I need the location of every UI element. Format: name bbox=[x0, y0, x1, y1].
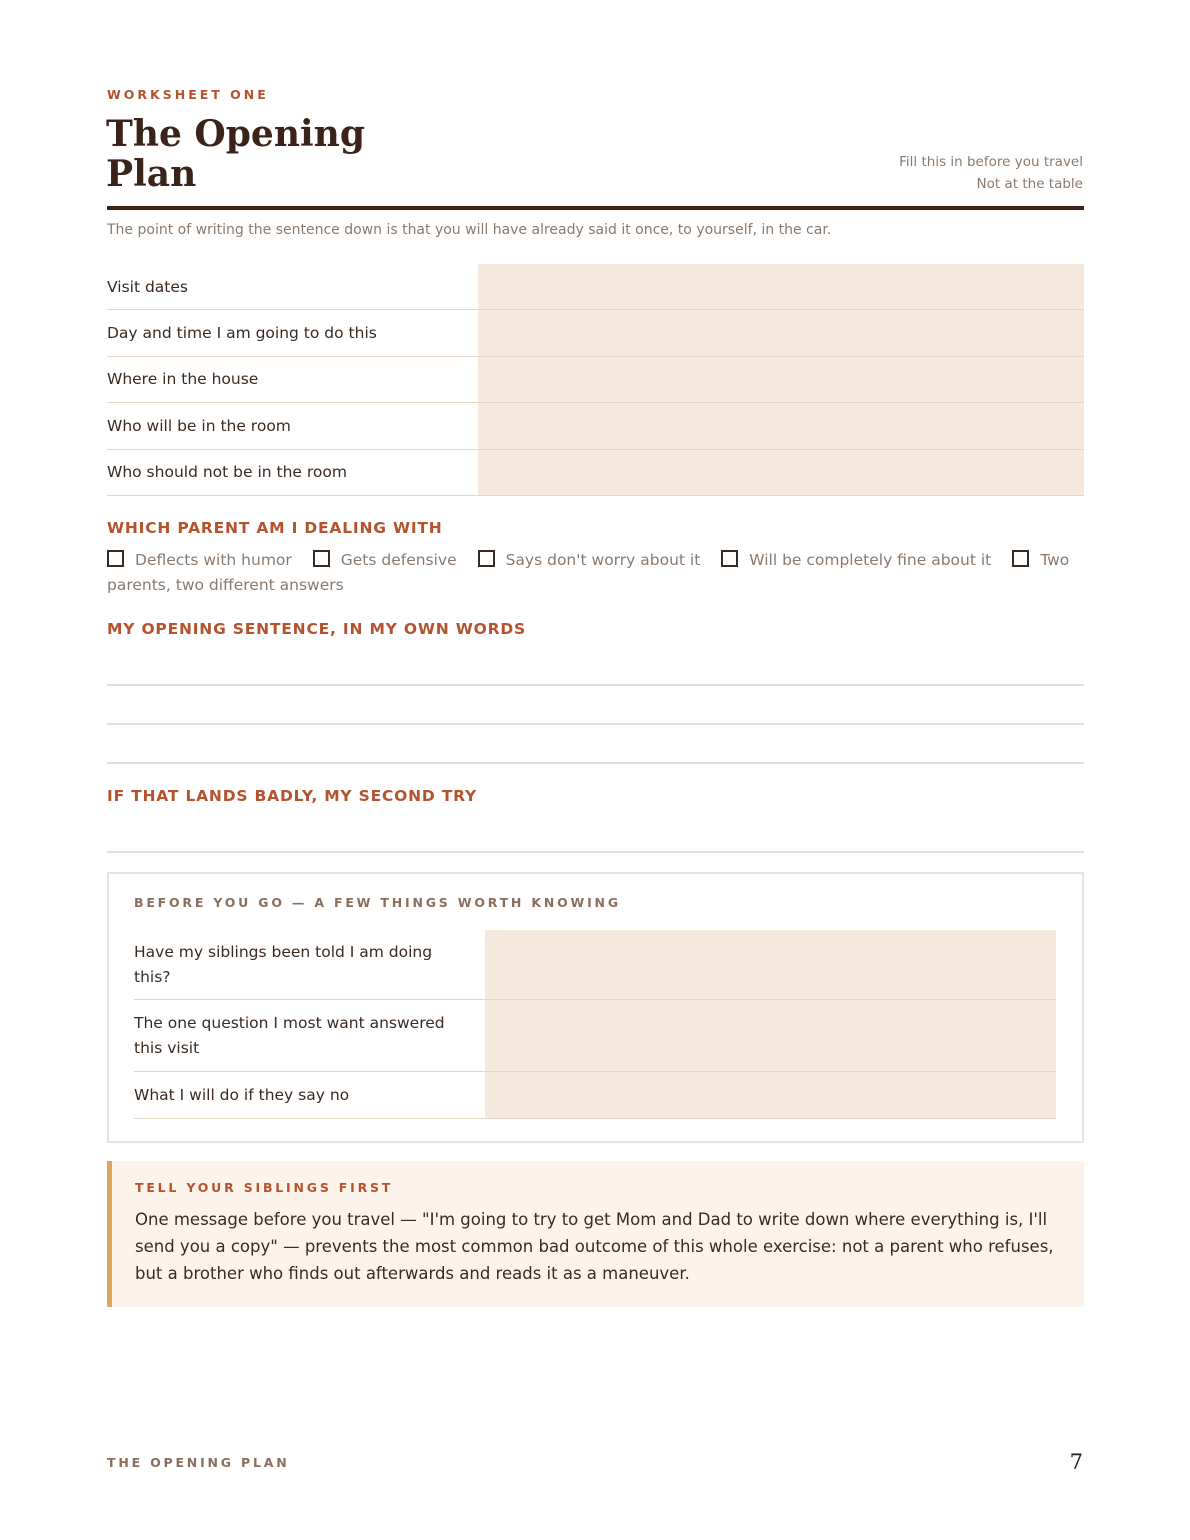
parent-section-heading: WHICH PARENT AM I DEALING WITH bbox=[107, 519, 443, 537]
writing-line[interactable] bbox=[107, 851, 1084, 853]
where-field[interactable] bbox=[478, 357, 1084, 402]
card-row-label: What I will do if they say no bbox=[134, 1085, 350, 1104]
worksheet-eyebrow: WORKSHEET ONE bbox=[107, 87, 269, 102]
visit-form-table bbox=[107, 264, 1084, 496]
writing-line[interactable] bbox=[107, 723, 1084, 725]
who-in-room-field[interactable] bbox=[478, 403, 1084, 448]
parent-checkbox-group bbox=[107, 548, 1084, 598]
siblings-callout bbox=[107, 1161, 1084, 1307]
card-row-label: The one question I most want answered this visit bbox=[134, 1013, 445, 1057]
before-you-go-card bbox=[107, 872, 1084, 1143]
form-row-label: Day and time I am going to do this bbox=[107, 324, 377, 343]
aside-line-2: Not at the table bbox=[976, 176, 1083, 192]
title-rule bbox=[107, 206, 1084, 210]
page-title: The Opening Plan bbox=[106, 113, 366, 195]
form-row bbox=[107, 450, 1084, 496]
footer-label: THE OPENING PLAN bbox=[107, 1455, 290, 1470]
header-aside bbox=[899, 151, 1083, 195]
form-row-label: Visit dates bbox=[107, 277, 188, 296]
form-row bbox=[107, 357, 1084, 403]
day-time-field[interactable] bbox=[478, 310, 1084, 355]
checkbox-label: Deflects with humor bbox=[135, 551, 292, 569]
form-row bbox=[107, 310, 1084, 356]
checkbox-label: Two bbox=[1040, 551, 1070, 569]
if-no-field[interactable] bbox=[485, 1072, 1056, 1118]
aside-line-1: Fill this in before you travel bbox=[899, 154, 1083, 170]
card-title: BEFORE YOU GO — A FEW THINGS WORTH KNOWING bbox=[134, 895, 621, 910]
form-row bbox=[107, 403, 1084, 449]
form-row-label: Who will be in the room bbox=[107, 416, 291, 435]
who-not-in-room-field[interactable] bbox=[478, 450, 1084, 495]
writing-line[interactable] bbox=[107, 762, 1084, 764]
form-row bbox=[107, 264, 1084, 310]
checkbox-label-continued: parents, two different answers bbox=[107, 576, 344, 594]
checkbox-fine[interactable] bbox=[721, 550, 738, 567]
checkbox-two-parents[interactable] bbox=[1012, 550, 1029, 567]
second-try-heading: IF THAT LANDS BADLY, MY SECOND TRY bbox=[107, 787, 478, 805]
card-row bbox=[134, 1000, 1056, 1072]
checkbox-dont-worry[interactable] bbox=[478, 550, 495, 567]
card-table bbox=[134, 930, 1056, 1119]
checkbox-defensive[interactable] bbox=[313, 550, 330, 567]
visit-dates-field[interactable] bbox=[478, 264, 1084, 309]
intro-text: The point of writing the sentence down is that you will have already said it once, to yourself, in the car. bbox=[107, 222, 832, 238]
checkbox-deflects[interactable] bbox=[107, 550, 124, 567]
callout-body: One message before you travel — "I'm going to try to get Mom and Dad to write down where everything is, I'll send you a copy" — prevents the most common bad outcome of this whole exercise: not a parent who refuses, but a brother who finds out afterwards and reads it as a maneuver. bbox=[135, 1210, 1054, 1283]
form-row-label: Where in the house bbox=[107, 370, 259, 389]
form-row-label: Who should not be in the room bbox=[107, 463, 347, 482]
writing-line[interactable] bbox=[107, 684, 1084, 686]
card-row bbox=[134, 930, 1056, 1000]
siblings-told-field[interactable] bbox=[485, 930, 1056, 999]
opening-sentence-heading: MY OPENING SENTENCE, IN MY OWN WORDS bbox=[107, 620, 526, 638]
card-row bbox=[134, 1072, 1056, 1119]
callout-title: TELL YOUR SIBLINGS FIRST bbox=[135, 1180, 394, 1195]
card-row-label: Have my siblings been told I am doing this? bbox=[134, 942, 433, 986]
page-number: 7 bbox=[1069, 1450, 1083, 1474]
one-question-field[interactable] bbox=[485, 1000, 1056, 1071]
checkbox-label: Says don't worry about it bbox=[505, 551, 701, 569]
checkbox-label: Will be completely fine about it bbox=[749, 551, 992, 569]
checkbox-label: Gets defensive bbox=[340, 551, 457, 569]
